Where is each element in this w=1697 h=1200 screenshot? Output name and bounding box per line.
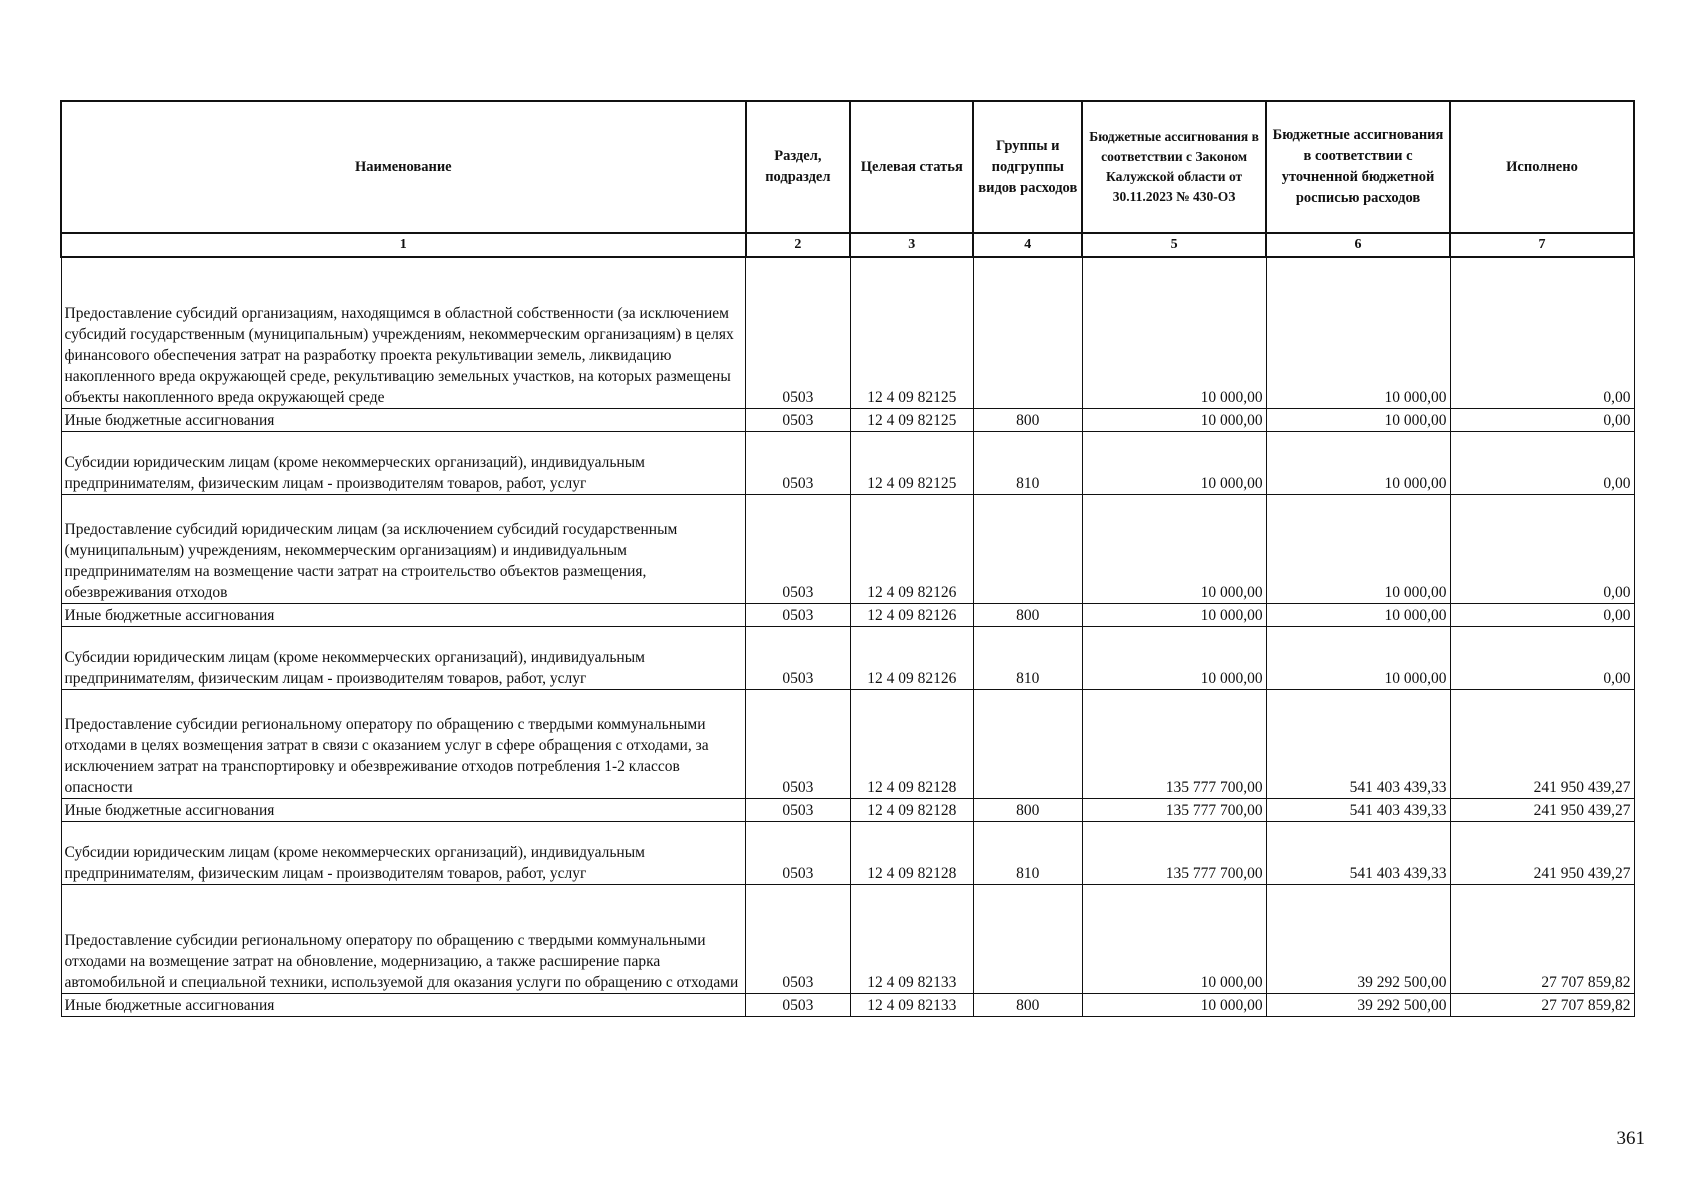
column-number: 6 xyxy=(1266,233,1450,257)
page-number: 361 xyxy=(1616,1128,1645,1149)
row-executed-amount: 27 707 859,82 xyxy=(1450,885,1634,994)
row-name: Иные бюджетные ассигнования xyxy=(61,604,746,627)
row-refined-amount: 10 000,00 xyxy=(1266,432,1450,495)
row-section: 0503 xyxy=(746,627,851,690)
row-name: Иные бюджетные ассигнования xyxy=(61,994,746,1017)
row-refined-amount: 541 403 439,33 xyxy=(1266,799,1450,822)
header-row xyxy=(61,101,1634,233)
budget-execution-table xyxy=(60,100,1635,1017)
column-number: 3 xyxy=(850,233,973,257)
row-law-amount: 10 000,00 xyxy=(1082,994,1266,1017)
row-refined-amount: 39 292 500,00 xyxy=(1266,885,1450,994)
row-refined-amount: 10 000,00 xyxy=(1266,604,1450,627)
row-executed-amount: 241 950 439,27 xyxy=(1450,690,1634,799)
header-groups: Группы и подгруппы видов расходов xyxy=(973,101,1082,233)
row-name: Иные бюджетные ассигнования xyxy=(61,409,746,432)
row-refined-amount: 39 292 500,00 xyxy=(1266,994,1450,1017)
row-refined-amount: 541 403 439,33 xyxy=(1266,690,1450,799)
row-target: 12 4 09 82133 xyxy=(850,994,973,1017)
row-target: 12 4 09 82128 xyxy=(850,690,973,799)
row-executed-amount: 0,00 xyxy=(1450,627,1634,690)
row-law-amount: 10 000,00 xyxy=(1082,604,1266,627)
row-section: 0503 xyxy=(746,994,851,1017)
table-row xyxy=(61,257,1634,409)
row-section: 0503 xyxy=(746,495,851,604)
row-group xyxy=(973,885,1082,994)
row-law-amount: 10 000,00 xyxy=(1082,257,1266,409)
row-law-amount: 10 000,00 xyxy=(1082,409,1266,432)
table-row xyxy=(61,822,1634,885)
row-law-amount: 10 000,00 xyxy=(1082,495,1266,604)
row-executed-amount: 0,00 xyxy=(1450,257,1634,409)
row-target: 12 4 09 82126 xyxy=(850,604,973,627)
row-name: Предоставление субсидии региональному оператору по обращению с твердыми коммунальными отходами на возмещение затрат на обновление, модернизацию, а также расширение парка автомобильной и специальной техники, используемой для оказания услуги по обращению с отходами xyxy=(61,885,746,994)
row-refined-amount: 10 000,00 xyxy=(1266,495,1450,604)
row-executed-amount: 0,00 xyxy=(1450,604,1634,627)
column-number: 5 xyxy=(1082,233,1266,257)
row-group: 800 xyxy=(973,604,1082,627)
row-section: 0503 xyxy=(746,604,851,627)
row-section: 0503 xyxy=(746,822,851,885)
table-row xyxy=(61,690,1634,799)
row-refined-amount: 10 000,00 xyxy=(1266,627,1450,690)
table-row xyxy=(61,994,1634,1017)
row-group: 810 xyxy=(973,822,1082,885)
header-law: Бюджетные ассигнования в соответствии с Законом Калужской области от 30.11.2023 № 430-ОЗ xyxy=(1082,101,1266,233)
row-executed-amount: 27 707 859,82 xyxy=(1450,994,1634,1017)
header-target: Целевая статья xyxy=(850,101,973,233)
row-refined-amount: 10 000,00 xyxy=(1266,409,1450,432)
row-target: 12 4 09 82125 xyxy=(850,432,973,495)
column-number: 7 xyxy=(1450,233,1634,257)
table-row xyxy=(61,885,1634,994)
column-number: 4 xyxy=(973,233,1082,257)
row-target: 12 4 09 82125 xyxy=(850,409,973,432)
row-section: 0503 xyxy=(746,257,851,409)
header-refined: Бюджетные ассигнования в соответствии с уточненной бюджетной росписью расходов xyxy=(1266,101,1450,233)
row-group: 810 xyxy=(973,627,1082,690)
row-executed-amount: 0,00 xyxy=(1450,432,1634,495)
row-executed-amount: 241 950 439,27 xyxy=(1450,822,1634,885)
row-name: Субсидии юридическим лицам (кроме некоммерческих организаций), индивидуальным предпринимателям, физическим лицам - производителям товаров, работ, услуг xyxy=(61,822,746,885)
row-group xyxy=(973,495,1082,604)
row-name: Предоставление субсидии региональному оператору по обращению с твердыми коммунальными отходами в целях возмещения затрат в связи с оказанием услуг в сфере обращения с отходами, за исключением затрат на транспортировку и обезвреживание отходов потребления 1-2 классов опасности xyxy=(61,690,746,799)
row-group: 800 xyxy=(973,994,1082,1017)
row-section: 0503 xyxy=(746,432,851,495)
column-number: 1 xyxy=(61,233,746,257)
column-number: 2 xyxy=(746,233,851,257)
row-law-amount: 10 000,00 xyxy=(1082,432,1266,495)
row-name: Субсидии юридическим лицам (кроме некоммерческих организаций), индивидуальным предпринимателям, физическим лицам - производителям товаров, работ, услуг xyxy=(61,432,746,495)
row-executed-amount: 0,00 xyxy=(1450,409,1634,432)
row-section: 0503 xyxy=(746,885,851,994)
row-section: 0503 xyxy=(746,799,851,822)
header-section: Раздел, подраздел xyxy=(746,101,851,233)
row-law-amount: 135 777 700,00 xyxy=(1082,690,1266,799)
row-name: Иные бюджетные ассигнования xyxy=(61,799,746,822)
table-row xyxy=(61,799,1634,822)
header-name: Наименование xyxy=(61,101,746,233)
row-target: 12 4 09 82125 xyxy=(850,257,973,409)
row-section: 0503 xyxy=(746,409,851,432)
row-section: 0503 xyxy=(746,690,851,799)
row-name: Предоставление субсидий организациям, находящимся в областной собственности (за исключением субсидий государственным (муниципальным) учреждениям, некоммерческим организациям) в целях финансового обеспечения затрат на разработку проекта рекультивации земель, ликвидацию накопленного вреда окружающей среде, рекультивацию земельных участков, на которых размещены объекты накопленного вреда окружающей среде xyxy=(61,257,746,409)
row-target: 12 4 09 82128 xyxy=(850,799,973,822)
header-executed: Исполнено xyxy=(1450,101,1634,233)
table-row xyxy=(61,495,1634,604)
row-group xyxy=(973,690,1082,799)
row-target: 12 4 09 82133 xyxy=(850,885,973,994)
row-refined-amount: 10 000,00 xyxy=(1266,257,1450,409)
row-executed-amount: 0,00 xyxy=(1450,495,1634,604)
row-law-amount: 10 000,00 xyxy=(1082,885,1266,994)
row-law-amount: 135 777 700,00 xyxy=(1082,822,1266,885)
row-name: Субсидии юридическим лицам (кроме некоммерческих организаций), индивидуальным предпринимателям, физическим лицам - производителям товаров, работ, услуг xyxy=(61,627,746,690)
row-executed-amount: 241 950 439,27 xyxy=(1450,799,1634,822)
row-group: 800 xyxy=(973,409,1082,432)
row-target: 12 4 09 82126 xyxy=(850,627,973,690)
row-group: 810 xyxy=(973,432,1082,495)
row-law-amount: 135 777 700,00 xyxy=(1082,799,1266,822)
row-target: 12 4 09 82126 xyxy=(850,495,973,604)
table-row xyxy=(61,627,1634,690)
table-row xyxy=(61,409,1634,432)
row-name: Предоставление субсидий юридическим лицам (за исключением субсидий государственным (муниципальным) учреждениям, некоммерческим организациям) и индивидуальным предпринимателям на возмещение части затрат на строительство объектов размещения, обезвреживания отходов xyxy=(61,495,746,604)
table-row xyxy=(61,432,1634,495)
column-number-row xyxy=(61,233,1634,257)
row-group xyxy=(973,257,1082,409)
row-target: 12 4 09 82128 xyxy=(850,822,973,885)
row-refined-amount: 541 403 439,33 xyxy=(1266,822,1450,885)
row-group: 800 xyxy=(973,799,1082,822)
row-law-amount: 10 000,00 xyxy=(1082,627,1266,690)
table-row xyxy=(61,604,1634,627)
